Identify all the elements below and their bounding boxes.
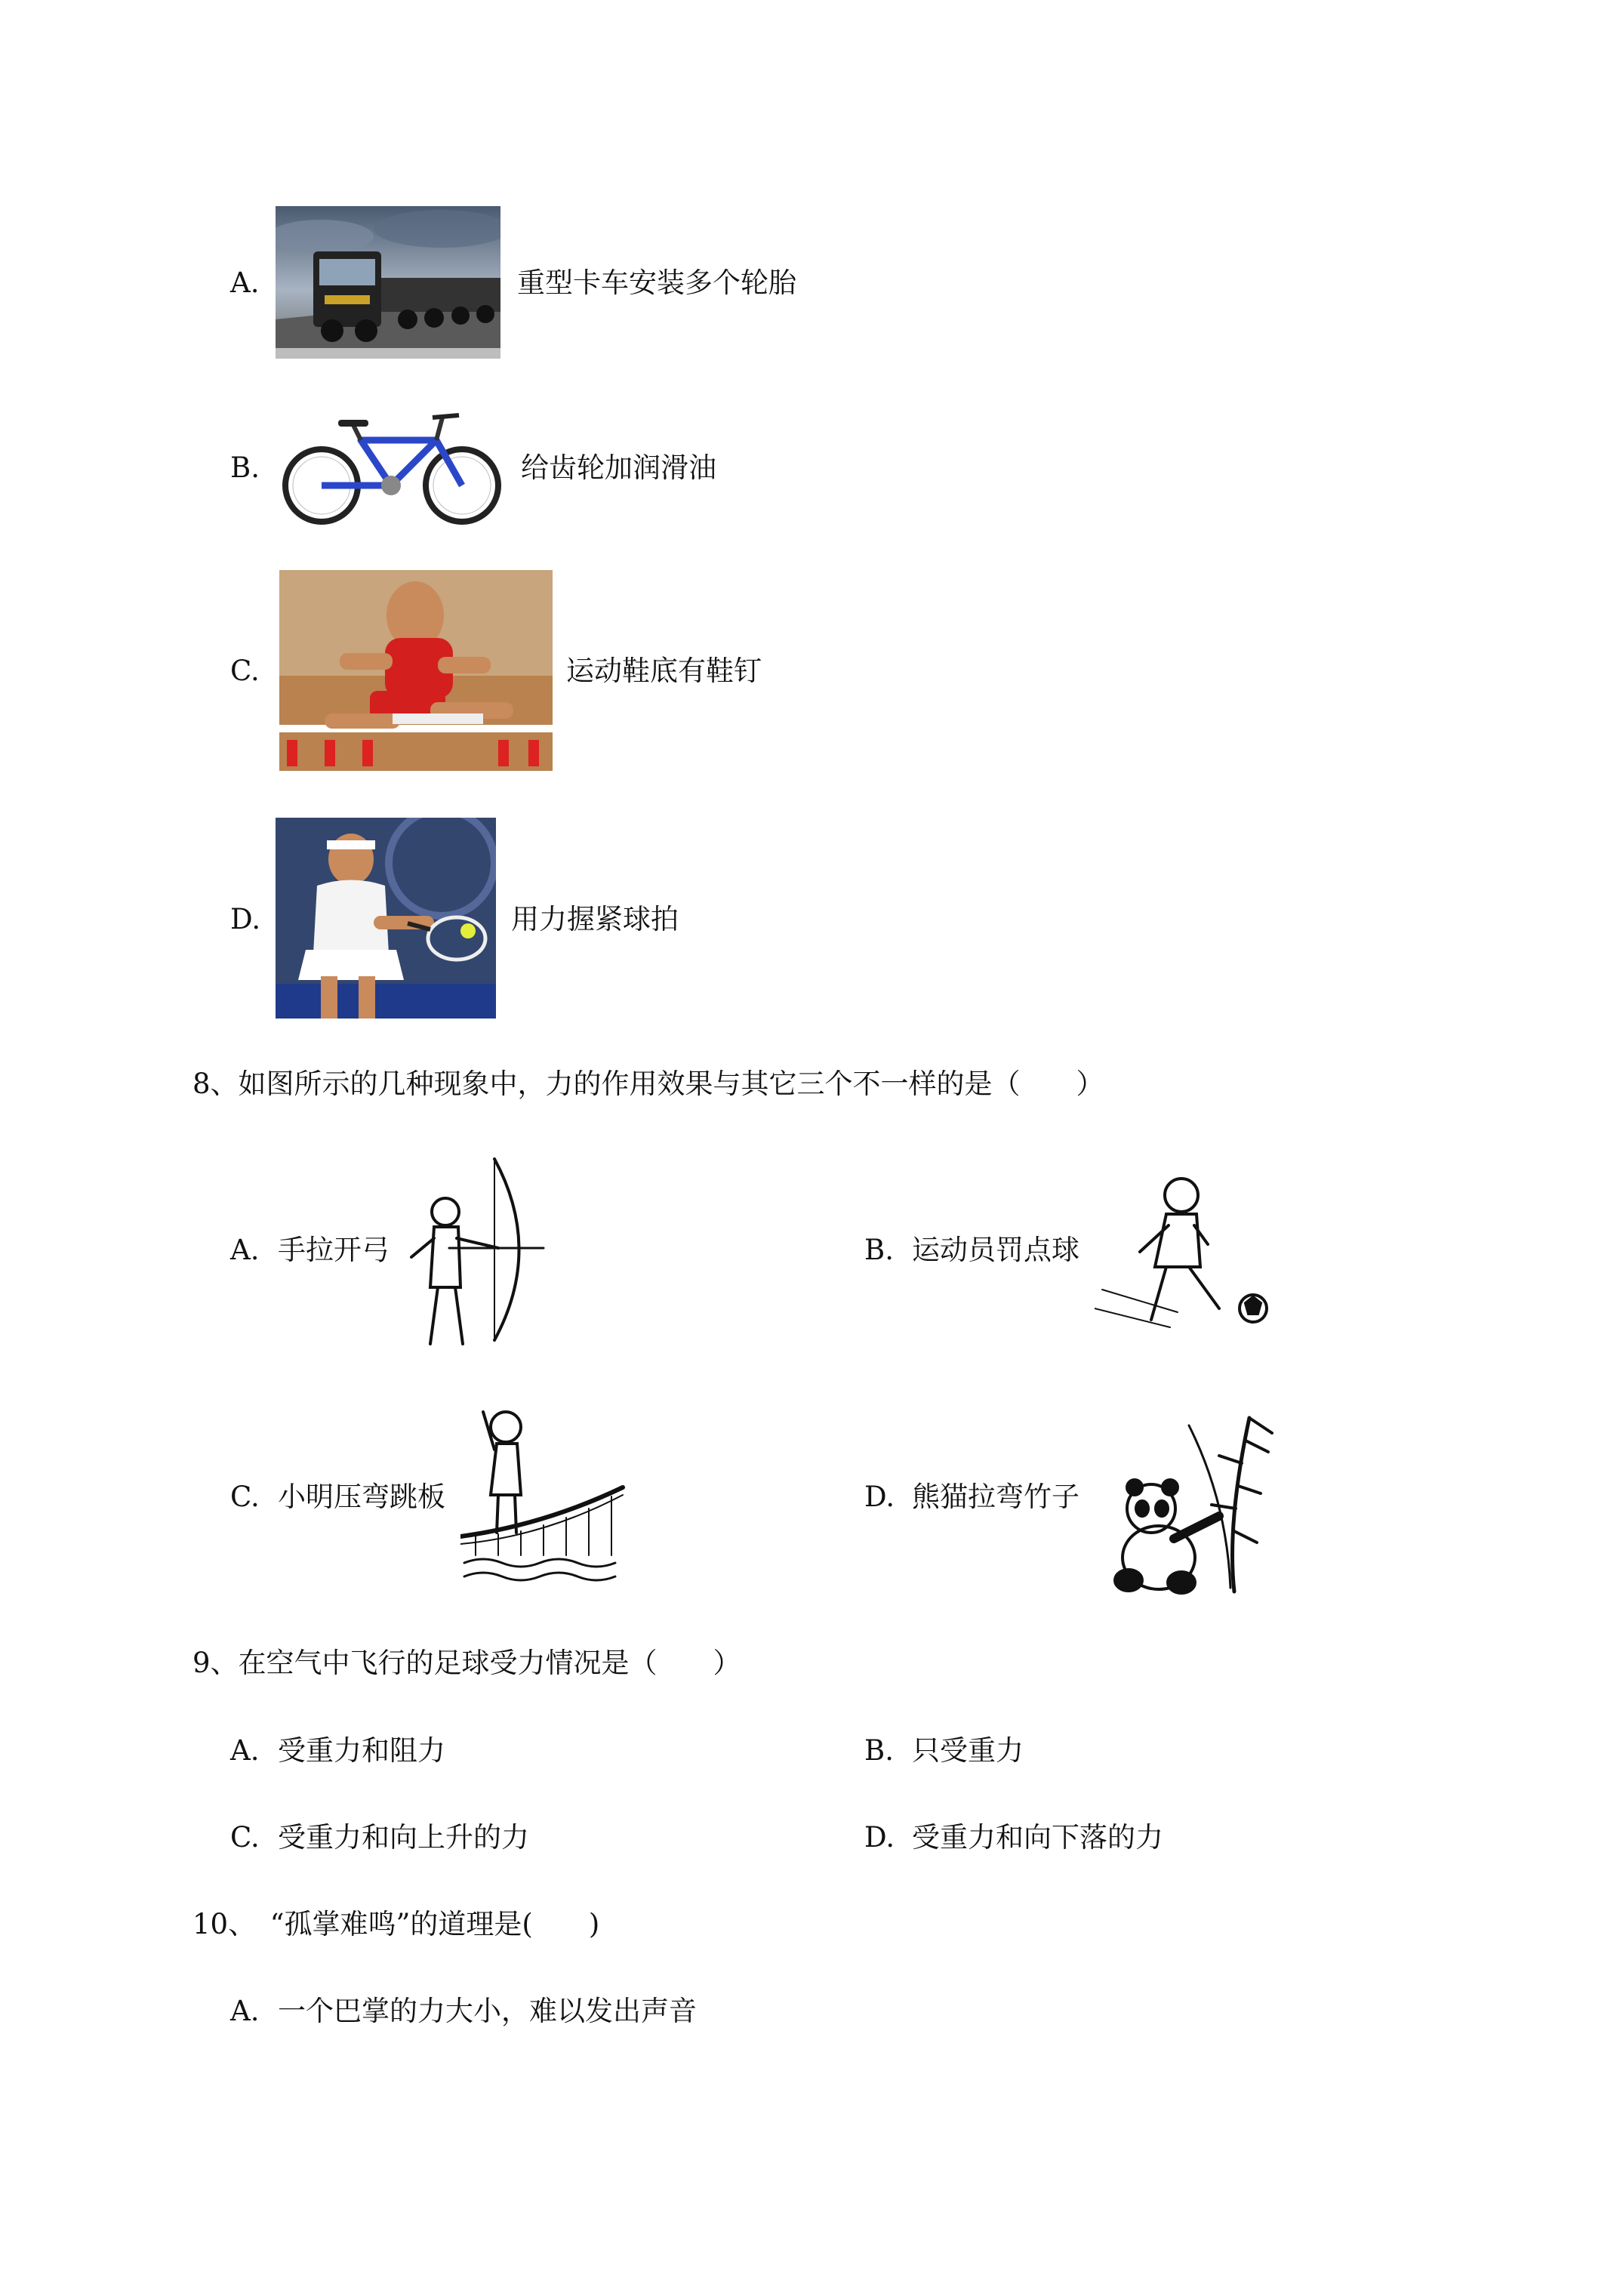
option-text: 给齿轮加润滑油 [521,451,716,484]
question-9-stem: 9、在空气中飞行的足球受力情况是（ ） [192,1647,741,1679]
option-text: 手拉开弓 [278,1234,390,1266]
option-text: 用力握紧球拍 [511,903,679,935]
heavy-truck-photo [276,206,500,359]
diving-board-drawing [460,1404,630,1589]
option-letter: B. [864,1234,894,1266]
option-text: 熊猫拉弯竹子 [912,1481,1079,1513]
option-text: 重型卡车安装多个轮胎 [517,267,796,299]
q9-option-b-letter: B. [864,1734,894,1767]
option-letter: C. [230,1481,260,1513]
q10-option-a-letter: A. [230,1995,260,2027]
q9-option-d-letter: D. [864,1821,895,1854]
q10-option-a-text: 一个巴掌的力大小，难以发出声音 [278,1995,697,2027]
q9-option-a-letter: A. [230,1734,260,1767]
option-letter: D. [864,1481,895,1513]
q9-option-a-text: 受重力和阻力 [278,1734,445,1767]
question-8-stem: 8、如图所示的几种现象中，力的作用效果与其它三个不一样的是（ ） [192,1068,1104,1100]
panda-bamboo-drawing [1098,1410,1280,1595]
q9-option-b-text: 只受重力 [912,1734,1024,1767]
q9-option-c-text: 受重力和向上升的力 [278,1821,529,1854]
soccer-kick-drawing [1095,1169,1276,1346]
option-letter: D. [230,903,261,935]
tennis-player-photo [276,818,496,1019]
option-text: 运动鞋底有鞋钉 [566,655,762,687]
q9-option-c-letter: C. [230,1821,260,1854]
option-letter: C. [230,655,260,687]
option-letter: A. [230,1234,260,1266]
hurdler-photo [279,570,553,771]
bicycle-photo [278,406,506,525]
option-letter: A. [230,267,260,299]
question-10-stem: 10、 “孤掌难鸣”的道理是( ) [192,1908,600,1940]
q9-option-d-text: 受重力和向下落的力 [912,1821,1163,1854]
archer-drawing [404,1151,547,1348]
option-text: 运动员罚点球 [912,1234,1079,1266]
option-text: 小明压弯跳板 [278,1481,445,1513]
option-letter: B. [230,451,260,484]
